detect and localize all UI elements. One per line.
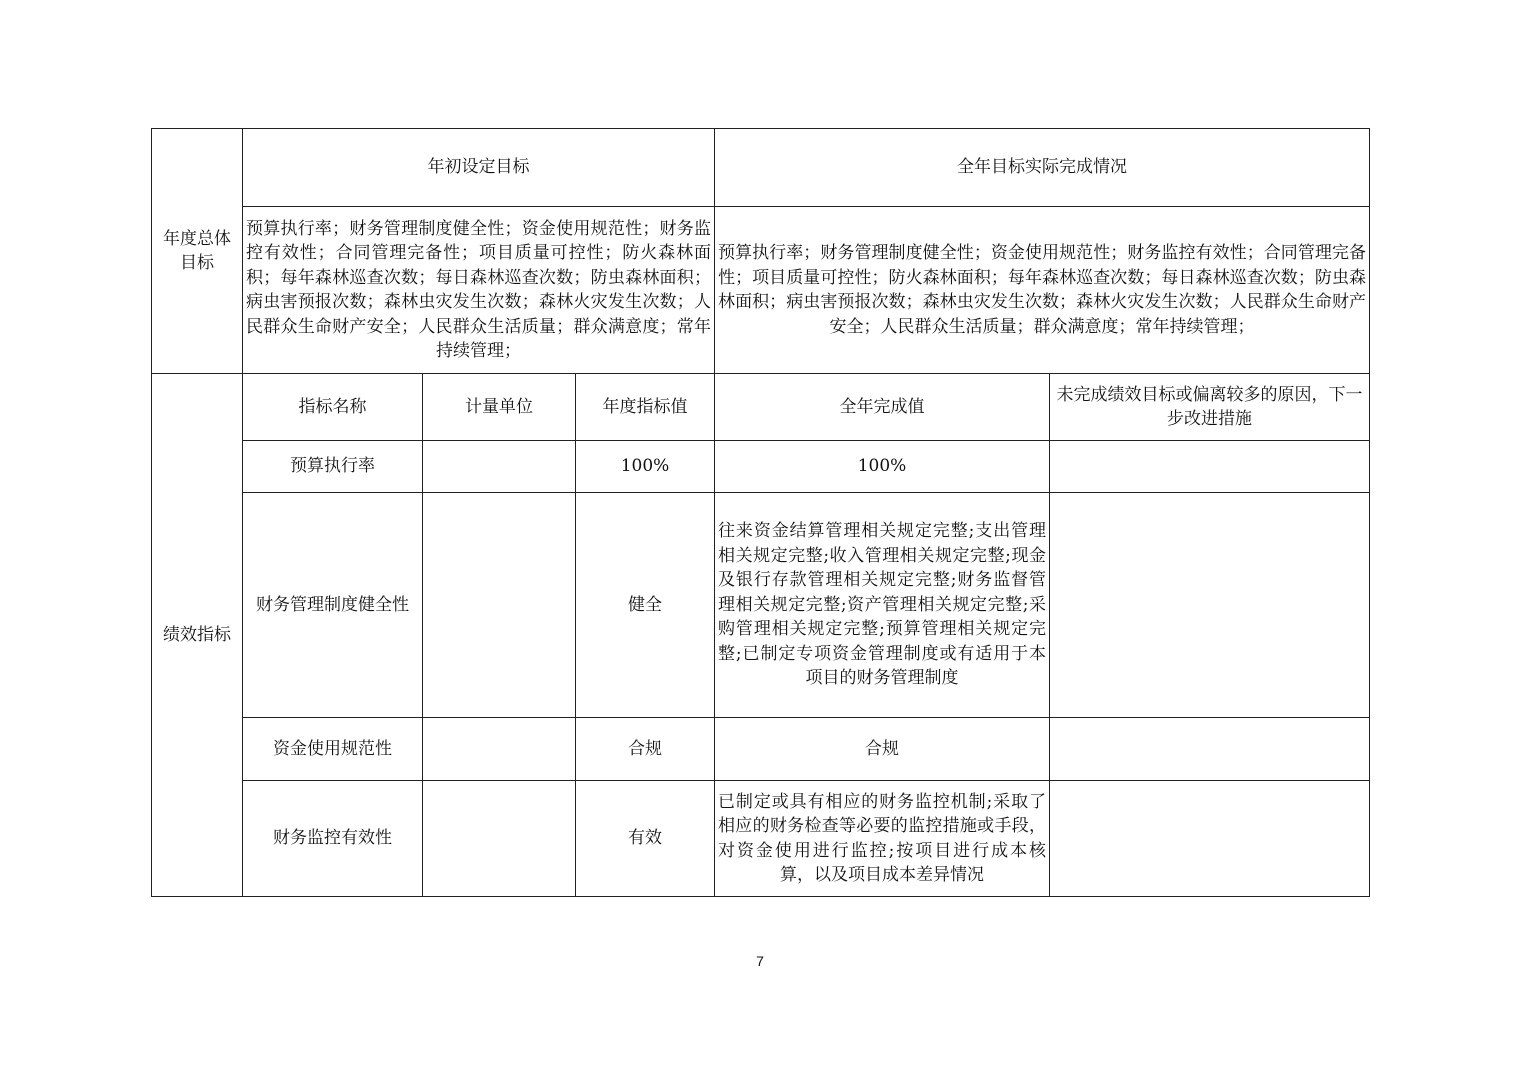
column-header-reason: 未完成绩效目标或偏离较多的原因，下一步改进措施 — [1050, 374, 1370, 441]
indicator-target-value: 合规 — [576, 718, 715, 781]
actual-completion-header: 全年目标实际完成情况 — [715, 129, 1370, 207]
initial-target-header: 年初设定目标 — [243, 129, 715, 207]
indicator-target-value: 100% — [576, 441, 715, 493]
indicator-name: 预算执行率 — [243, 441, 423, 493]
indicator-unit — [423, 441, 576, 493]
indicator-actual-value: 100% — [715, 441, 1050, 493]
target-content-row — [152, 207, 1370, 374]
table-row — [152, 781, 1370, 897]
table-row — [152, 493, 1370, 718]
column-header-actual-value: 全年完成值 — [715, 374, 1050, 441]
indicator-name: 资金使用规范性 — [243, 718, 423, 781]
indicator-name: 财务管理制度健全性 — [243, 493, 423, 718]
indicator-target-value: 健全 — [576, 493, 715, 718]
table-row — [152, 441, 1370, 493]
indicator-reason — [1050, 493, 1370, 718]
column-header-target-value: 年度指标值 — [576, 374, 715, 441]
indicator-reason — [1050, 781, 1370, 897]
indicator-actual-value: 合规 — [715, 718, 1050, 781]
indicator-reason — [1050, 718, 1370, 781]
indicator-header-row — [152, 374, 1370, 441]
indicator-actual-value: 已制定或具有相应的财务监控机制;采取了相应的财务检查等必要的监控措施或手段，对资金使用进行监控;按项目进行成本核算，以及项目成本差异情况 — [715, 781, 1050, 897]
indicator-target-value: 有效 — [576, 781, 715, 897]
annual-target-label: 年度总体目标 — [152, 129, 243, 374]
indicator-name: 财务监控有效性 — [243, 781, 423, 897]
indicator-unit — [423, 718, 576, 781]
indicator-unit — [423, 493, 576, 718]
indicator-reason — [1050, 441, 1370, 493]
column-header-name: 指标名称 — [243, 374, 423, 441]
indicator-actual-value: 往来资金结算管理相关规定完整;支出管理相关规定完整;收入管理相关规定完整;现金及银行存款管理相关规定完整;财务监督管理相关规定完整;资产管理相关规定完整;采购管理相关规定完整;预算管理相关规定完整;已制定专项资金管理制度或有适用于本项目的财务管理制度 — [715, 493, 1050, 718]
indicator-unit — [423, 781, 576, 897]
indicators-label: 绩效指标 — [152, 374, 243, 897]
initial-target-text: 预算执行率；财务管理制度健全性；资金使用规范性；财务监控有效性；合同管理完备性；项目质量可控性；防火森林面积；每年森林巡查次数；每日森林巡查次数；防虫森林面积；病虫害预报次数；森林虫灾发生次数；森林火灾发生次数；人民群众生命财产安全；人民群众生活质量；群众满意度；常年持续管理； — [243, 207, 715, 374]
actual-completion-text: 预算执行率；财务管理制度健全性；资金使用规范性；财务监控有效性；合同管理完备性；项目质量可控性；防火森林面积；每年森林巡查次数；每日森林巡查次数；防虫森林面积；病虫害预报次数；森林虫灾发生次数；森林火灾发生次数；人民群众生命财产安全；人民群众生活质量；群众满意度；常年持续管理； — [715, 207, 1370, 374]
target-header-row — [152, 129, 1370, 207]
table-row — [152, 718, 1370, 781]
performance-table — [151, 128, 1370, 897]
column-header-unit: 计量单位 — [423, 374, 576, 441]
page-number: 7 — [756, 953, 764, 969]
